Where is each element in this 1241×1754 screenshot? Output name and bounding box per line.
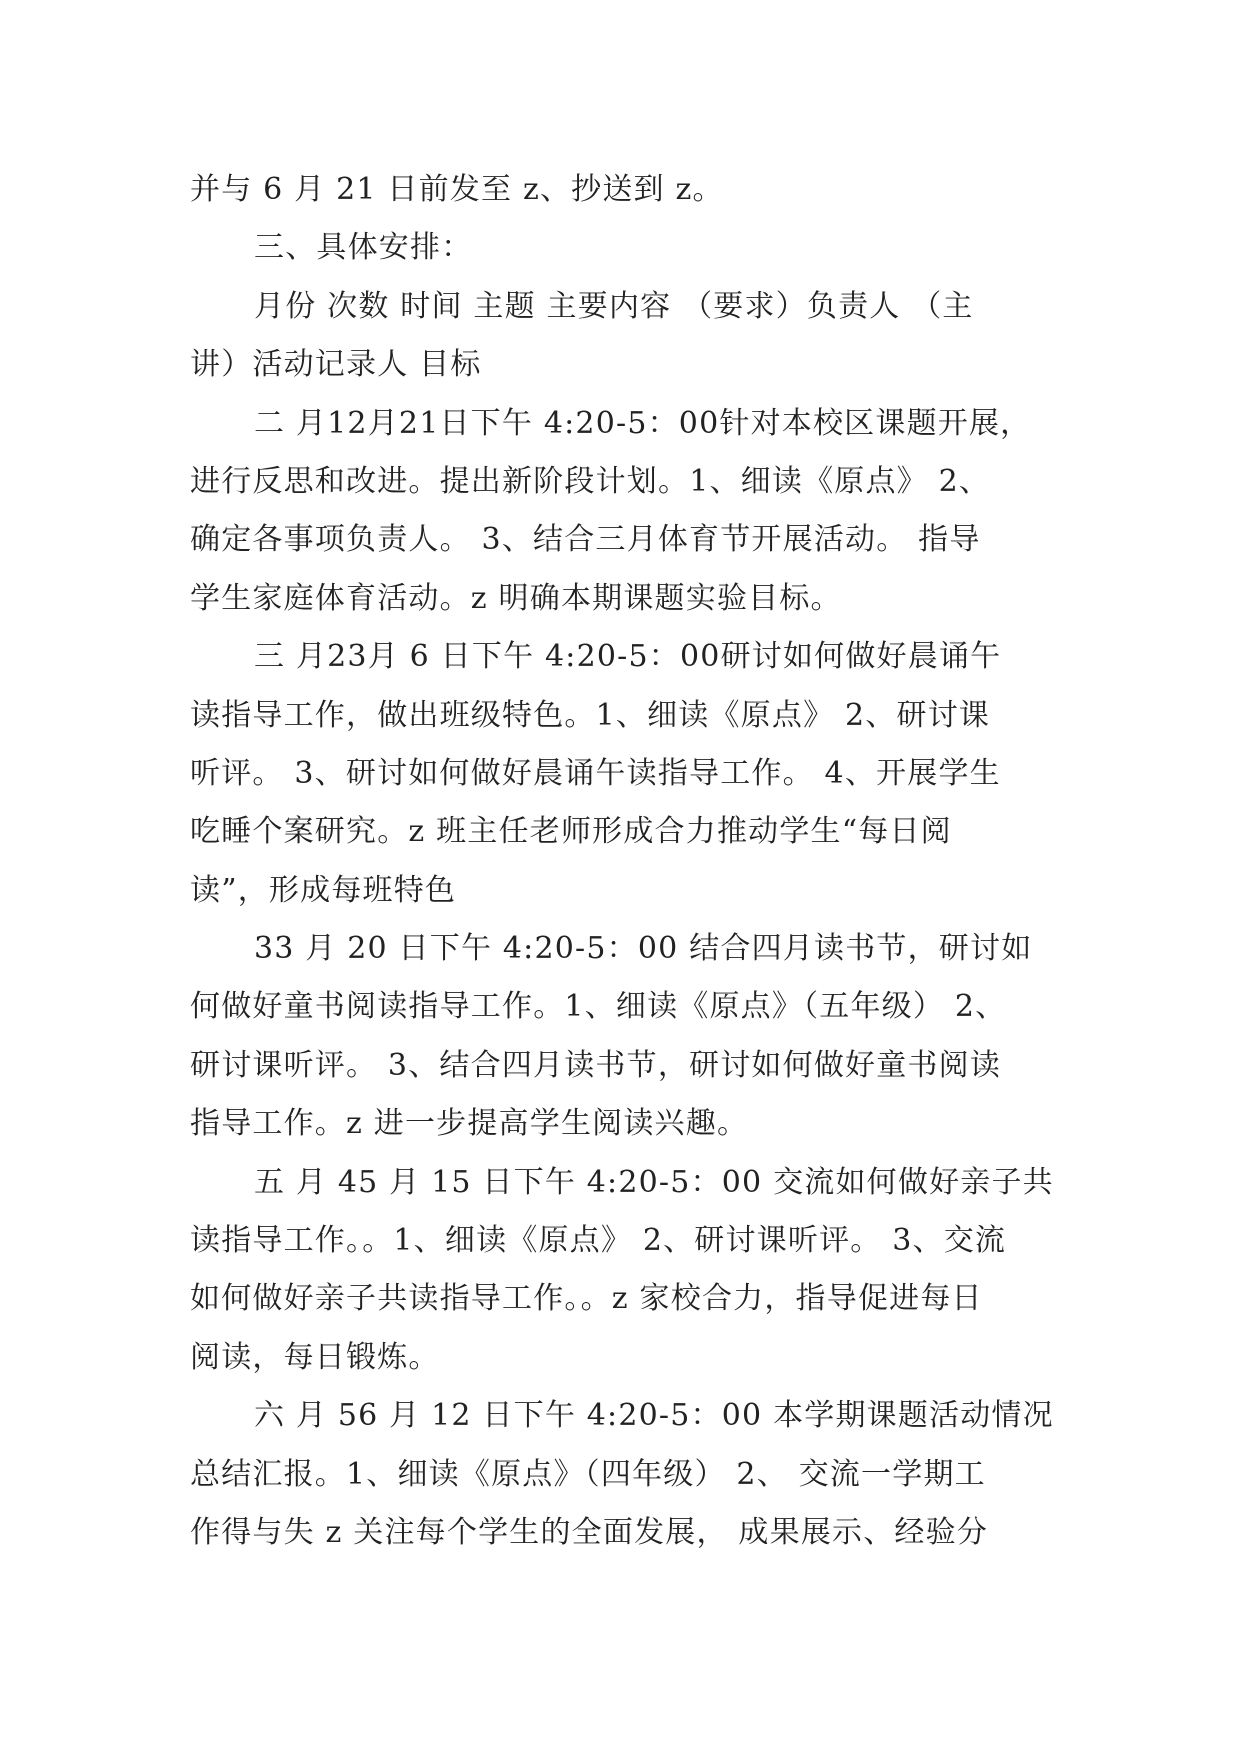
text-line: 指导工作。z 进一步提高学生阅读兴趣。 (190, 1106, 749, 1142)
text-line: 总结汇报。1、细读《原点》（四年级） 2、 交流一学期工 (190, 1456, 986, 1492)
text-line: 六 月 56 月 12 日下午 4:20-5：00 本学期课题活动情况 (254, 1398, 1054, 1434)
text-line: 确定各事项负责人。 3、结合三月体育节开展活动。 指导 (190, 522, 981, 558)
text-line: 讲）活动记录人 目标 (190, 347, 482, 383)
text-line: 三 月23月 6 日下午 4:20-5：00研讨如何做好晨诵午 (254, 639, 1002, 675)
text-line: 阅读，每日锻炼。 (190, 1339, 440, 1375)
text-line: 听评。 3、研讨如何做好晨诵午读指导工作。 4、开展学生 (190, 755, 1001, 791)
text-line: 并与 6 月 21 日前发至 z、抄送到 z。 (190, 172, 724, 207)
text-line: 五 月 45 月 15 日下午 4:20-5：00 交流如何做好亲子共 (254, 1164, 1054, 1200)
text-line: 二 月12月21日下午 4:20-5：00针对本校区课题开展， (254, 405, 1032, 441)
text-line: 读指导工作，做出班级特色。1、细读《原点》 2、研讨课 (190, 697, 991, 733)
text-line: 三、具体安排： (254, 230, 473, 266)
text-line: 如何做好亲子共读指导工作。。z 家校合力，指导促进每日 (190, 1281, 983, 1317)
text-line: 月份 次数 时间 主题 主要内容 （要求）负责人 （主 (254, 288, 974, 324)
text-line: 学生家庭体育活动。z 明确本期课题实验目标。 (190, 580, 842, 616)
text-line: 进行反思和改进。提出新阶段计划。1、细读《原点》 2、 (190, 463, 991, 499)
text-line: 研讨课听评。 3、结合四月读书节，研讨如何做好童书阅读 (190, 1047, 1002, 1083)
text-line: 何做好童书阅读指导工作。1、细读《原点》（五年级） 2、 (190, 989, 1007, 1025)
document-body (190, 161, 1052, 1562)
text-line: 33 月 20 日下午 4:20-5：00 结合四月读书节，研讨如 (254, 931, 1033, 967)
text-line: 吃睡个案研究。z 班主任老师形成合力推动学生“每日阅 (190, 814, 952, 850)
text-line: 读”，形成每班特色 (190, 872, 457, 908)
text-line: 作得与失 z 关注每个学生的全面发展， 成果展示、经验分 (190, 1514, 989, 1550)
text-line: 读指导工作。。1、细读《原点》 2、研讨课听评。 3、交流 (190, 1223, 1007, 1259)
